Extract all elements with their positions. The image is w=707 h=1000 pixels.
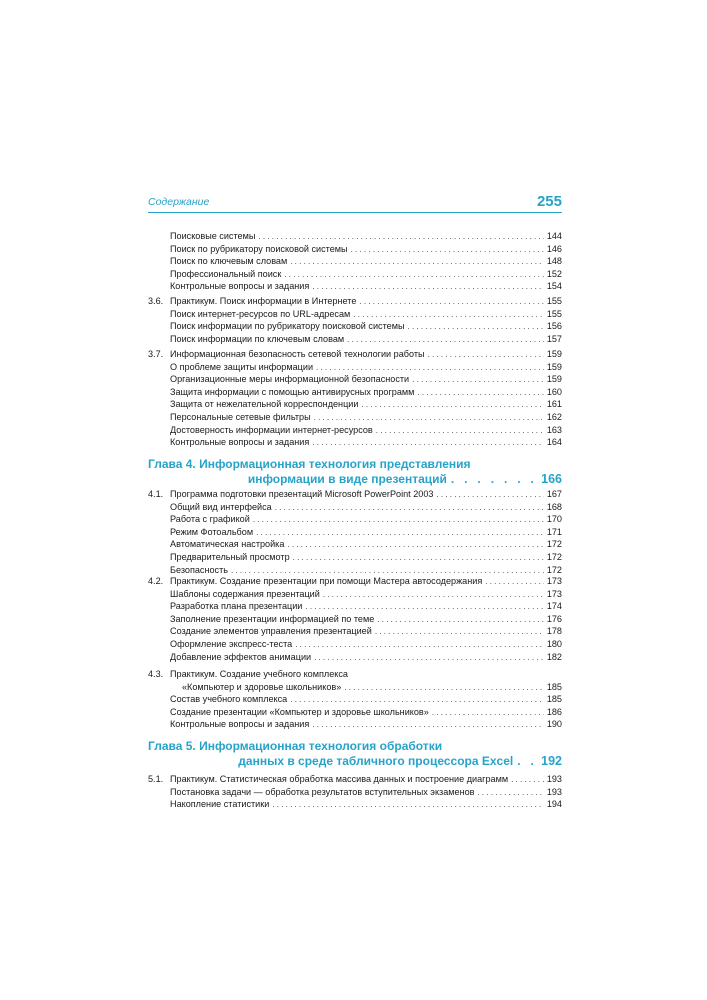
toc-entry-title: Поиск по рубрикатору поисковой системы xyxy=(170,243,351,256)
toc-entry-title: Поисковые системы xyxy=(170,230,258,243)
dot-leader xyxy=(312,719,544,732)
toc-entry-number: 3.7. xyxy=(148,349,164,359)
toc-entry-number: 3.6. xyxy=(148,296,164,306)
toc-entry[interactable] xyxy=(148,333,562,346)
toc-entry-page: 162 xyxy=(546,411,562,422)
toc-entry-title: Практикум. Поиск информации в Интернете xyxy=(170,295,359,308)
toc-entry-title: Программа подготовки презентаций Microsoft PowerPoint 2003 xyxy=(170,488,436,501)
toc-entry-page: 164 xyxy=(546,437,562,448)
toc-entry-page: 157 xyxy=(546,333,562,344)
toc-entry-number: 5.1. xyxy=(148,774,164,784)
toc-entry-page: 144 xyxy=(546,231,562,241)
toc-entry[interactable] xyxy=(148,320,562,333)
toc-entry-title: Автоматическая настройка xyxy=(170,538,287,551)
toc-entry-page: 167 xyxy=(546,489,562,499)
toc-page xyxy=(148,190,562,810)
toc-entry-page: 163 xyxy=(546,424,562,435)
dot-leader xyxy=(312,281,544,294)
toc-entry-page: 180 xyxy=(546,638,562,649)
toc-entry[interactable] xyxy=(148,386,562,399)
toc-entry-title: Режим Фотоальбом xyxy=(170,526,256,539)
toc-entry[interactable] xyxy=(148,613,562,626)
toc-entry-title: Поиск информации по рубрикатору поисковой системы xyxy=(170,320,408,333)
toc-entry-page: 182 xyxy=(546,651,562,662)
toc-entry[interactable] xyxy=(148,424,562,437)
toc-entry[interactable] xyxy=(148,718,562,731)
chapter-heading[interactable] xyxy=(148,457,562,486)
toc-entry[interactable] xyxy=(148,786,562,799)
toc-entry[interactable] xyxy=(148,280,562,293)
toc-entry-title: Заполнение презентации информацией по теме xyxy=(170,613,377,626)
toc-entry[interactable] xyxy=(148,230,562,243)
chapter-title-line1: Глава 4. Информационная технология представления xyxy=(148,457,471,471)
toc-entry-title: Практикум. Создание презентации при помощи Мастера автосодержания xyxy=(170,575,485,588)
toc-entry-page: 176 xyxy=(546,613,562,624)
toc-entry[interactable] xyxy=(148,243,562,256)
toc-entry-title: Поиск по ключевым словам xyxy=(170,255,290,268)
toc-entry[interactable] xyxy=(148,668,562,681)
toc-section-block xyxy=(148,295,562,345)
running-header xyxy=(148,190,562,213)
toc-entry-title: Добавление эффектов анимации xyxy=(170,651,314,664)
toc-entry[interactable] xyxy=(148,575,562,588)
toc-entry[interactable] xyxy=(148,588,562,601)
dot-leader xyxy=(312,437,544,450)
toc-entry-page: 193 xyxy=(546,774,562,784)
chapter-dot-leader: . . . . . . . xyxy=(450,471,538,486)
dot-leader xyxy=(272,799,544,812)
toc-entry[interactable] xyxy=(148,706,562,719)
chapter-page: 192 xyxy=(541,753,562,768)
toc-entry-page: 178 xyxy=(546,626,562,637)
toc-entry-title: Безопасность xyxy=(170,564,231,577)
dot-leader xyxy=(347,334,544,347)
toc-entry-number: 4.3. xyxy=(148,669,164,679)
toc-entry-page: 173 xyxy=(546,588,562,599)
toc-entry-page: 193 xyxy=(546,786,562,797)
toc-section-block xyxy=(148,773,562,811)
toc-entry-title: О проблеме защиты информации xyxy=(170,361,316,374)
toc-entry-title: Организационные меры информационной безопасности xyxy=(170,373,412,386)
toc-entry-page: 170 xyxy=(546,514,562,525)
toc-entry[interactable] xyxy=(148,513,562,526)
toc-entry-page: 185 xyxy=(546,694,562,705)
toc-entry-page: 152 xyxy=(546,268,562,279)
chapter-title-line2: данных в среде табличного процессора Excel xyxy=(238,753,514,768)
toc-entry-title: «Компьютер и здоровье школьников» xyxy=(182,681,344,694)
toc-entry-title: Защита информации с помощью антивирусных программ xyxy=(170,386,417,399)
toc-entry[interactable] xyxy=(148,348,562,361)
chapter-page: 166 xyxy=(541,471,562,486)
toc-entry-title: Работа с графикой xyxy=(170,513,253,526)
toc-section-block xyxy=(148,668,562,731)
toc-entry[interactable] xyxy=(148,538,562,551)
toc-entry-title: Информационная безопасность сетевой технологии работы xyxy=(170,348,428,361)
toc-entry-page: 160 xyxy=(546,386,562,397)
toc-section-block xyxy=(148,348,562,449)
toc-entry-page: 172 xyxy=(546,539,562,550)
toc-section-block xyxy=(148,230,562,293)
toc-entry-page: 194 xyxy=(546,799,562,810)
toc-entry[interactable] xyxy=(148,295,562,308)
toc-entry-number: 4.2. xyxy=(148,576,164,586)
page-number: 255 xyxy=(536,193,562,210)
toc-entry-title: Защита от нежелательной корреспонденции xyxy=(170,398,361,411)
toc-entry[interactable] xyxy=(148,551,562,564)
chapter-heading[interactable] xyxy=(148,739,562,768)
toc-entry-page: 155 xyxy=(546,308,562,319)
toc-entry[interactable] xyxy=(148,308,562,321)
chapter-dot-leader: . . xyxy=(517,753,538,768)
toc-section-block xyxy=(148,488,562,576)
toc-entry-title: Общий вид интерфейса xyxy=(170,501,275,514)
toc-entry-page: 185 xyxy=(546,681,562,692)
dot-leader xyxy=(314,652,544,665)
toc-entry-title: Шаблоны содержания презентаций xyxy=(170,588,323,601)
toc-entry-page: 159 xyxy=(546,374,562,385)
toc-entry-page: 148 xyxy=(546,256,562,267)
toc-entry[interactable] xyxy=(148,693,562,706)
toc-entry[interactable] xyxy=(148,268,562,281)
toc-entry-page: 154 xyxy=(546,281,562,292)
chapter-title-line1: Глава 5. Информационная технология обработки xyxy=(148,739,443,753)
toc-entry-page: 190 xyxy=(546,719,562,730)
toc-entry-title: Контрольные вопросы и задания xyxy=(170,718,312,731)
toc-entry-title: Достоверность информации интернет-ресурсов xyxy=(170,424,376,437)
toc-entry-title: Создание презентации «Компьютер и здоровье школьников» xyxy=(170,706,432,719)
toc-entry[interactable] xyxy=(148,361,562,374)
toc-entry-page: 172 xyxy=(546,564,562,575)
toc-entry-title: Предварительный просмотр xyxy=(170,551,293,564)
toc-entry[interactable] xyxy=(148,651,562,664)
toc-entry-page: 174 xyxy=(546,601,562,612)
toc-entry[interactable] xyxy=(148,255,562,268)
toc-entry[interactable] xyxy=(148,501,562,514)
toc-entry-page: 159 xyxy=(546,349,562,359)
toc-entry-title: Оформление экспресс-теста xyxy=(170,638,295,651)
toc-entry-page: 171 xyxy=(546,526,562,537)
toc-entry-title: Постановка задачи — обработка результатов вступительных экзаменов xyxy=(170,786,477,799)
toc-entry-page: 146 xyxy=(546,243,562,254)
toc-entry-title: Поиск информации по ключевым словам xyxy=(170,333,347,346)
toc-entry-page: 161 xyxy=(546,399,562,410)
toc-entry-title: Поиск интернет-ресурсов по URL-адресам xyxy=(170,308,353,321)
toc-section-block xyxy=(148,575,562,663)
toc-entry-page: 172 xyxy=(546,551,562,562)
toc-entry-title: Контрольные вопросы и задания xyxy=(170,436,312,449)
toc-entry[interactable] xyxy=(148,798,562,811)
toc-entry[interactable] xyxy=(148,773,562,786)
toc-entry-number: 4.1. xyxy=(148,489,164,499)
toc-entry-page: 168 xyxy=(546,501,562,512)
toc-entry-title: Разработка плана презентации xyxy=(170,600,305,613)
toc-entry-title: Персональные сетевые фильтры xyxy=(170,411,314,424)
toc-entry[interactable] xyxy=(148,411,562,424)
toc-entry-title: Практикум. Статистическая обработка массива данных и построение диаграмм xyxy=(170,773,511,786)
toc-entry[interactable] xyxy=(148,373,562,386)
toc-entry-title: Создание элементов управления презентацией xyxy=(170,625,375,638)
toc-entry-page: 186 xyxy=(546,706,562,717)
section-title: Содержание xyxy=(148,196,210,208)
toc-entry[interactable] xyxy=(148,436,562,449)
toc-entry-title: Накопление статистики xyxy=(170,798,272,811)
toc-entry-title: Контрольные вопросы и задания xyxy=(170,280,312,293)
toc-entry[interactable] xyxy=(148,681,562,694)
toc-entry[interactable] xyxy=(148,526,562,539)
toc-entry[interactable] xyxy=(148,638,562,651)
toc-entry[interactable] xyxy=(148,488,562,501)
toc-entry-page: 156 xyxy=(546,321,562,332)
toc-entry-title: Состав учебного комплекса xyxy=(170,693,290,706)
toc-entry-page: 173 xyxy=(546,576,562,586)
toc-entry-page: 159 xyxy=(546,361,562,372)
toc-entry[interactable] xyxy=(148,398,562,411)
chapter-title-line2: информации в виде презентаций xyxy=(247,471,447,486)
toc-entry[interactable] xyxy=(148,600,562,613)
toc-entry-page: 155 xyxy=(546,296,562,306)
toc-entry-title: Профессиональный поиск xyxy=(170,268,284,281)
toc-entry[interactable] xyxy=(148,625,562,638)
toc-entry-title: Практикум. Создание учебного комплекса xyxy=(170,668,351,681)
